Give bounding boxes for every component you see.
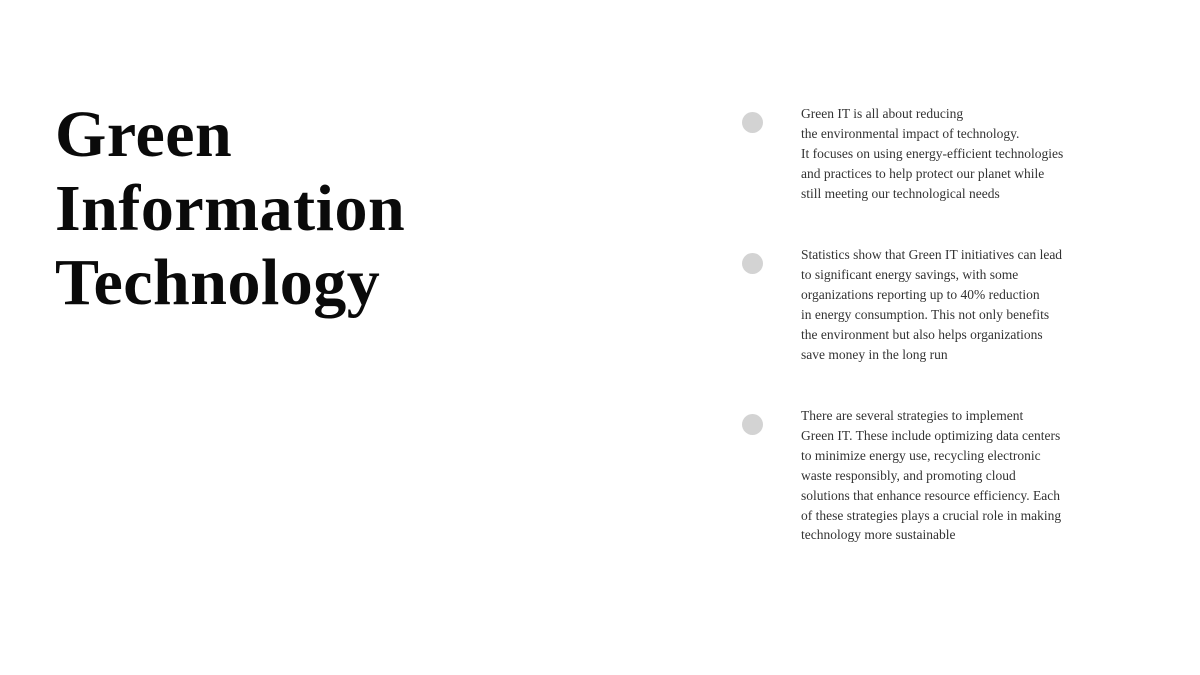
bullet-text: [801, 245, 1161, 364]
bullet-dot-icon: [742, 253, 763, 274]
bullet-line: in energy consumption. This not only benefits: [801, 306, 1050, 322]
bullet-text: [801, 104, 1161, 204]
bullet-line: of these strategies plays a crucial role in making: [801, 507, 1062, 523]
bullet-line: Statistics show that Green IT initiatives can lead: [801, 247, 1063, 262]
title-line: Green: [55, 98, 233, 171]
bullet-dot-icon: [742, 414, 763, 435]
title-line: Technology: [55, 246, 381, 319]
bullet-line: waste responsibly, and promoting cloud: [801, 467, 1016, 483]
bullet-line: Green IT is all about reducing: [801, 106, 964, 121]
slide-title: [55, 98, 615, 320]
bullet-line: It focuses on using energy-efficient technologies: [801, 145, 1064, 161]
bullet-line: solutions that enhance resource efficiency. Each: [801, 487, 1061, 503]
bullet-line: still meeting our technological needs: [801, 185, 1000, 201]
bullet-line: Green IT. These include optimizing data centers: [801, 427, 1061, 443]
bullet-line: to minimize energy use, recycling electronic: [801, 447, 1041, 463]
bullet-line: to significant energy savings, with some: [801, 266, 1019, 282]
bullet-line: There are several strategies to implement: [801, 408, 1024, 423]
bullet-line: and practices to help protect our planet while: [801, 165, 1045, 181]
bullet-dot-icon: [742, 112, 763, 133]
bullet-line: technology more sustainable: [801, 527, 956, 543]
bullet-line: save money in the long run: [801, 346, 948, 362]
bullet-line: the environment but also helps organizations: [801, 326, 1043, 342]
bullet-text: [801, 406, 1161, 545]
bullet-line: organizations reporting up to 40% reduction: [801, 286, 1040, 302]
title-line: Information: [55, 172, 406, 245]
bullet-line: the environmental impact of technology.: [801, 125, 1020, 141]
